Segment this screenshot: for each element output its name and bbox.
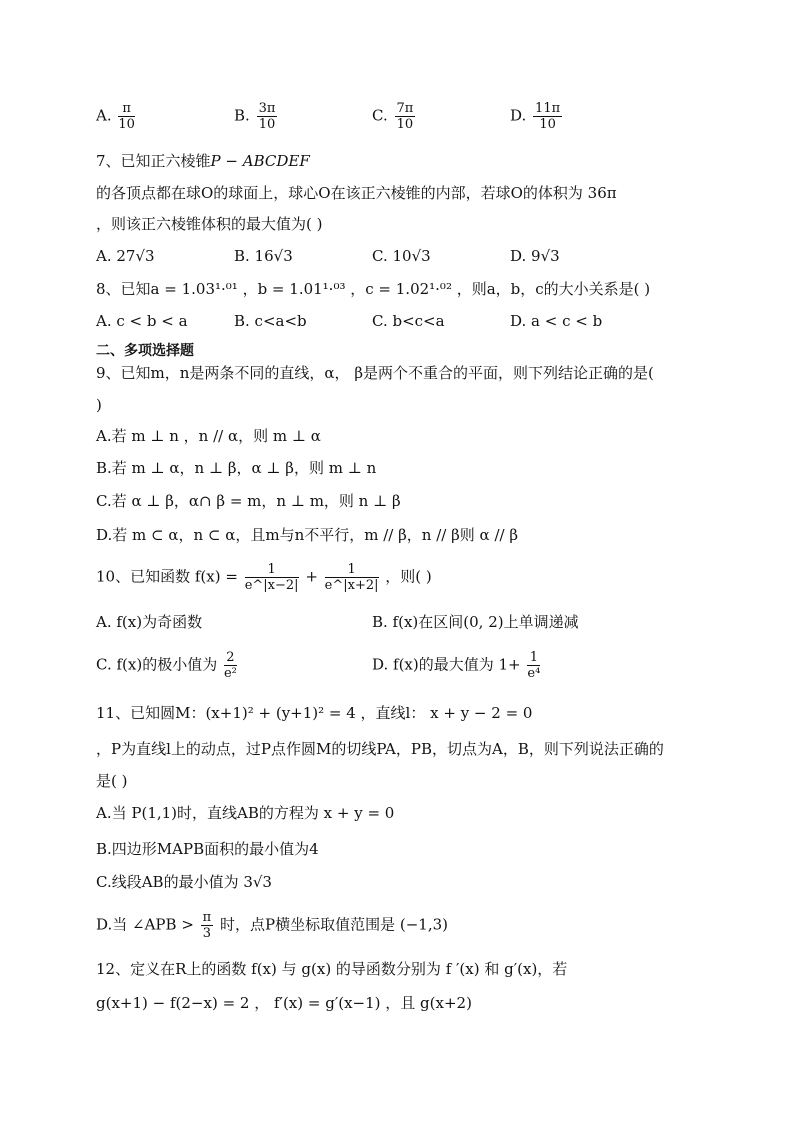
q6-b-fraction: $\frac{3\pi}{10}$ — [258, 101, 276, 132]
q11-d-fraction: $\frac{\pi}{3}$ — [202, 910, 212, 941]
q8-option-d: D. a < c < b — [510, 312, 603, 330]
q8-option-a: A. c < b < a — [96, 312, 188, 330]
q6-option-b: B. $\frac{3\pi}{10}$ — [234, 101, 276, 132]
q10-fraction-2: $\frac{1}{e\^{}|x+2|}$ — [324, 562, 379, 593]
q7-option-b: B. 16√3 — [234, 247, 293, 265]
q12-stem-line1: 12、定义在R上的函数 f(x) 与 g(x) 的导函数分别为 f ′(x) 和 g′(x)，若 — [96, 960, 568, 978]
q6-option-c: C. $\frac{7\pi}{10}$ — [372, 101, 414, 132]
q7-option-d: D. 9√3 — [510, 247, 560, 265]
q10-option-d: D. f(x)的最大值为 1+ $\frac{1}{\text{e⁴}}$ — [372, 650, 541, 681]
q10-fraction-1: $\frac{1}{e\^{}|x-2|}$ — [244, 562, 299, 593]
q12-stem-line2: g(x+1) − f(2−x) = 2 ， f′(x) = g′(x−1) ，且 g(x+2) — [96, 994, 472, 1012]
q9-option-c: C.若 α ⊥ β，α∩ β = m，n ⊥ m，则 n ⊥ β — [96, 492, 401, 510]
q10-c-fraction: $\frac{2}{\text{e²}}$ — [223, 650, 237, 681]
q6-option-a: A. $\frac{\pi}{10}$ — [96, 101, 135, 132]
q9-option-b: B.若 m ⊥ α，n ⊥ β，α ⊥ β，则 m ⊥ n — [96, 459, 377, 477]
q11-stem-line3: 是( ) — [96, 772, 128, 790]
q6-d-fraction: $\frac{11\pi}{10}$ — [535, 101, 561, 132]
q10-stem: 10、已知函数 f(x) = $\frac{1}{e\^{}|x-2|}$ + $\frac{1}{e\^{}|x+2|}$ ，则( ) — [96, 562, 432, 593]
q11-option-c: C.线段AB的最小值为 3√3 — [96, 873, 272, 891]
q10-d-fraction: $\frac{1}{\text{e⁴}}$ — [527, 650, 541, 681]
q11-stem-line2: ，P为直线l上的动点，过P点作圆M的切线PA，PB，切点为A，B，则下列说法正确的 — [96, 740, 664, 758]
q7-option-a: A. 27√3 — [96, 247, 155, 265]
q11-option-d: D.当 ∠APB > $\frac{\pi}{3}$ 时，点P横坐标取值范围是 (−1,3) — [96, 910, 448, 941]
q6-c-fraction: $\frac{7\pi}{10}$ — [396, 101, 414, 132]
q11-stem-line1: 11、已知圆M：(x+1)² + (y+1)² = 4 ，直线l： x + y − 2 = 0 — [96, 704, 533, 722]
q7-option-c: C. 10√3 — [372, 247, 431, 265]
q9-stem-line1: 9、已知m，n是两条不同的直线，α， β是两个不重合的平面，则下列结论正确的是( — [96, 364, 654, 382]
q8-option-c: C. b<c<a — [372, 312, 445, 330]
q9-option-d: D.若 m ⊂ α，n ⊂ α，且m与n不平行，m // β，n // β则 α // β — [96, 526, 518, 544]
q11-option-b: B.四边形MAPB面积的最小值为4 — [96, 840, 319, 858]
section-heading-multiple-choice: 二、多项选择题 — [96, 343, 194, 359]
q7-stem-line1: 7、已知正六棱锥P − ABCDEF — [96, 152, 310, 170]
q10-option-a: A. f(x)为奇函数 — [96, 613, 203, 631]
q7-stem-line2: 的各顶点都在球O的球面上，球心O在该正六棱锥的内部，若球O的体积为 36π — [96, 184, 617, 202]
q7-stem-line3: ，则该正六棱锥体积的最大值为( ) — [96, 215, 323, 233]
q10-option-b: B. f(x)在区间(0, 2)上单调递减 — [372, 613, 579, 631]
q6-a-fraction: $\frac{\pi}{10}$ — [118, 101, 135, 132]
q9-stem-line2: ) — [96, 396, 102, 414]
q6-option-d: D. $\frac{11\pi}{10}$ — [510, 101, 561, 132]
q9-option-a: A.若 m ⊥ n ，n // α，则 m ⊥ α — [96, 427, 321, 445]
q11-option-a: A.当 P(1,1)时，直线AB的方程为 x + y = 0 — [96, 804, 395, 822]
q8-stem: 8、已知a = 1.03¹·⁰¹ ，b = 1.01¹·⁰³ ，c = 1.02¹·⁰² ，则a，b，c的大小关系是( ) — [96, 280, 651, 298]
q10-option-c: C. f(x)的极小值为 $\frac{2}{\text{e²}}$ — [96, 650, 237, 681]
q8-option-b: B. c<a<b — [234, 312, 307, 330]
